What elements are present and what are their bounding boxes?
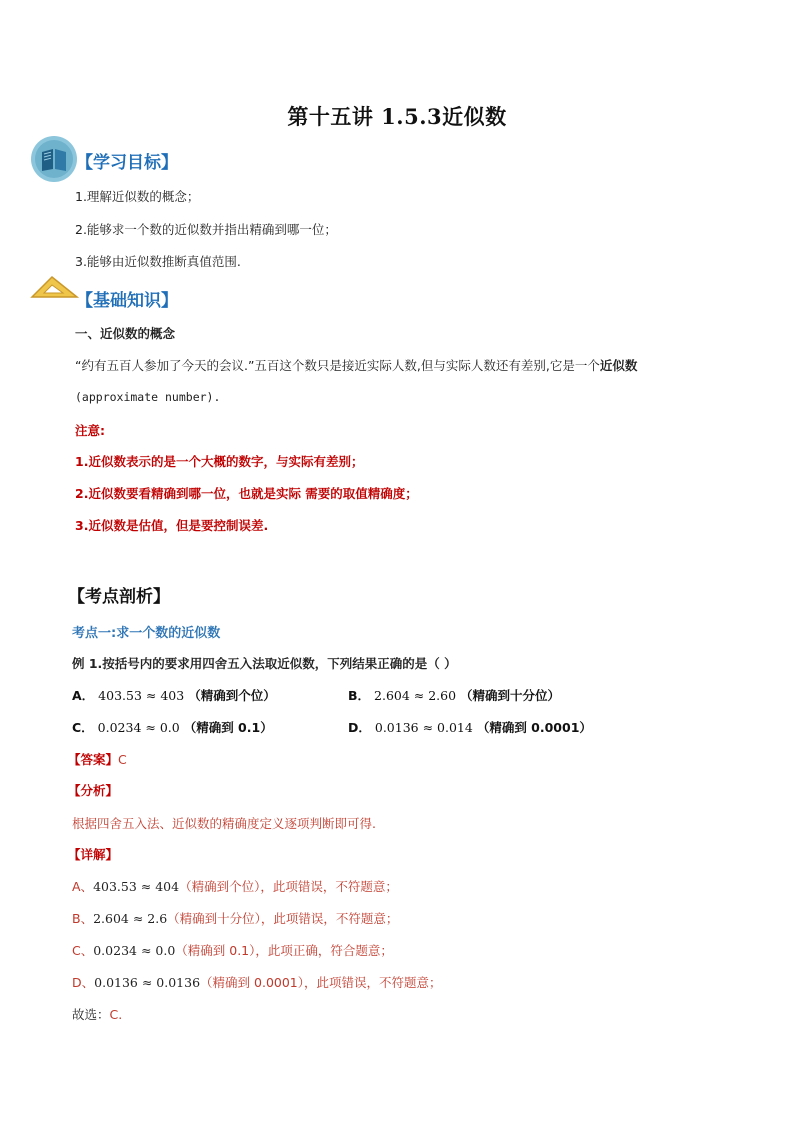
detail-d-prefix: D、 bbox=[72, 975, 95, 990]
objective-item-3: 3.能够由近似数推断真值范围. bbox=[75, 254, 241, 269]
choice-value: C. bbox=[109, 1007, 123, 1022]
option-d-expr: 0.0136 ≈ 0.014 bbox=[374, 720, 473, 735]
basics-heading: 【基础知识】 bbox=[76, 291, 178, 311]
option-c-letter: C． bbox=[72, 720, 94, 735]
example1-question: 例 1.按括号内的要求用四舍五入法取近似数，下列结果正确的是（ ） bbox=[72, 656, 457, 671]
detail-item-c bbox=[72, 941, 393, 959]
page-title: 第十五讲 1.5.3近似数 bbox=[287, 104, 507, 129]
detail-b-rest: （精确到十分位），此项错误，不符题意； bbox=[167, 911, 399, 926]
detail-d-expr: 0.0136 ≈ 0.0136 bbox=[94, 975, 201, 990]
basics-subheading: 一、近似数的概念 bbox=[75, 326, 176, 341]
point1-label: 考点一:求一个数的近似数 bbox=[72, 626, 221, 641]
analysis-heading: 【考点剖析】 bbox=[68, 587, 170, 607]
option-b-expr: 2.604 ≈ 2.60 bbox=[374, 688, 457, 703]
option-c bbox=[72, 718, 273, 736]
analysis-label: 【分析】 bbox=[68, 783, 119, 798]
note-item-1: 1.近似数表示的是一个大概的数字，与实际有差别； bbox=[75, 454, 364, 469]
objectives-heading: 【学习目标】 bbox=[76, 153, 178, 173]
option-a-note: （精确到个位） bbox=[188, 688, 276, 703]
answer-value: C bbox=[118, 752, 127, 767]
option-c-expr: 0.0234 ≈ 0.0 bbox=[97, 720, 180, 735]
detail-item-b bbox=[72, 909, 398, 927]
option-a bbox=[72, 686, 276, 704]
detail-b-expr: 2.604 ≈ 2.6 bbox=[93, 911, 168, 926]
option-b bbox=[348, 686, 560, 704]
basics-paragraph-line2: (approximate number). bbox=[75, 390, 221, 404]
option-c-note: （精确到 0.1） bbox=[183, 720, 273, 735]
note-item-2: 2.近似数要看精确到哪一位，也就是实际 需要的取值精确度； bbox=[75, 486, 418, 501]
detail-c-rest: （精确到 0.1），此项正确，符合题意； bbox=[175, 943, 393, 958]
detail-item-a bbox=[72, 877, 398, 895]
option-d-note: （精确到 0.0001） bbox=[476, 720, 592, 735]
note-item-3: 3.近似数是估值，但是要控制误差. bbox=[75, 518, 269, 533]
basics-paragraph-term: 近似数 bbox=[599, 358, 638, 373]
detail-d-rest: （精确到 0.0001），此项错误，不符题意； bbox=[200, 975, 442, 990]
option-a-expr: 403.53 ≈ 403 bbox=[98, 688, 185, 703]
detail-a-prefix: A、 bbox=[72, 879, 94, 894]
option-d bbox=[348, 718, 592, 736]
detail-label: 【详解】 bbox=[68, 847, 119, 862]
objective-item-1: 1.理解近似数的概念； bbox=[75, 189, 200, 204]
choice-line bbox=[72, 1005, 122, 1023]
triangle-ruler-icon bbox=[30, 274, 80, 300]
basics-paragraph-line1 bbox=[75, 356, 637, 374]
detail-b-prefix: B、 bbox=[72, 911, 94, 926]
detail-c-prefix: C、 bbox=[72, 943, 94, 958]
option-b-letter: B． bbox=[348, 688, 371, 703]
book-icon bbox=[30, 135, 78, 183]
objective-item-2: 2.能够求一个数的近似数并指出精确到哪一位； bbox=[75, 222, 337, 237]
detail-a-rest: （精确到个位），此项错误，不符题意； bbox=[179, 879, 398, 894]
detail-item-d bbox=[72, 973, 442, 991]
analysis-text: 根据四舍五入法、近似数的精确度定义逐项判断即可得. bbox=[72, 816, 376, 831]
answer-label: 【答案】 bbox=[68, 752, 119, 767]
option-a-letter: A． bbox=[72, 688, 95, 703]
detail-c-expr: 0.0234 ≈ 0.0 bbox=[93, 943, 176, 958]
note-label: 注意: bbox=[75, 423, 105, 438]
detail-a-expr: 403.53 ≈ 404 bbox=[93, 879, 180, 894]
option-d-letter: D． bbox=[348, 720, 371, 735]
choice-label: 故选： bbox=[72, 1007, 110, 1022]
option-b-note: （精确到十分位） bbox=[460, 688, 561, 703]
answer-line bbox=[68, 749, 127, 768]
basics-paragraph-text: “约有五百人参加了今天的会议.”五百这个数只是接近实际人数,但与实际人数还有差别,它是一个 bbox=[75, 358, 600, 373]
